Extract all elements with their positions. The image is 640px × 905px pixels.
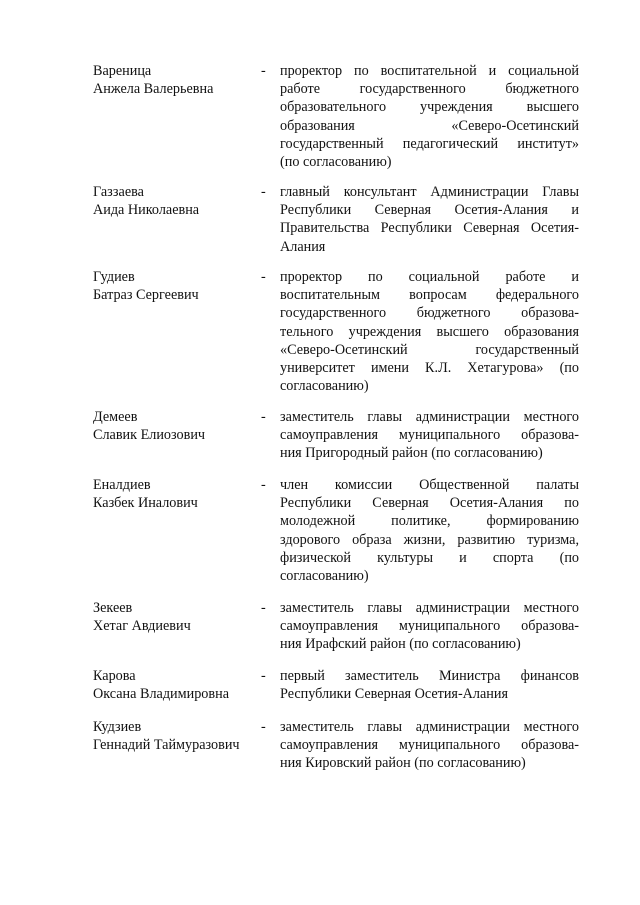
separator-dash: - [261, 477, 266, 493]
position-description [280, 268, 579, 395]
separator-dash: - [261, 409, 266, 425]
given-name: Казбек Иналович [93, 495, 198, 512]
position-description [280, 62, 579, 171]
position-description [280, 667, 579, 703]
position-description [280, 408, 579, 463]
person-name [93, 599, 258, 635]
surname: Еналдиев [93, 477, 151, 493]
description-line: самоуправления муниципального образова- [280, 427, 579, 444]
description-line: государственного бюджетного образова- [280, 305, 579, 322]
description-line: проректор по воспитательной и социальной [280, 63, 579, 79]
description-line: воспитательным вопросам федерального [280, 287, 579, 304]
surname: Вареница [93, 63, 152, 79]
description-line: Республики Северная Осетия-Алания [280, 686, 509, 703]
surname: Кудзиев [93, 719, 142, 735]
given-name: Анжела Валерьевна [93, 81, 214, 98]
description-line: физической культуры и спорта (по [280, 549, 579, 566]
description-line: ния Кировский район (по согласованию) [280, 755, 526, 772]
description-line: член комиссии Общественной палаты [280, 477, 579, 493]
description-line: здорового образа жизни, развитию туризма, [280, 531, 579, 548]
description-line: образования «Северо-Осетинский [280, 117, 579, 134]
description-line: согласованию) [280, 568, 369, 585]
separator-dash: - [261, 719, 266, 735]
person-name [93, 718, 258, 754]
person-name [93, 183, 258, 219]
description-line: заместитель главы администрации местного [280, 719, 579, 735]
given-name: Аида Николаевна [93, 202, 200, 219]
surname: Гудиев [93, 269, 135, 285]
description-line: молодежной политике, формированию [280, 513, 579, 530]
description-line: университет имени К.Л. Хетагурова» (по [280, 360, 579, 377]
separator-dash: - [261, 600, 266, 616]
surname: Демеев [93, 409, 138, 425]
position-description [280, 718, 579, 773]
description-line: заместитель главы администрации местного [280, 600, 579, 616]
person-name [93, 476, 258, 512]
person-name [93, 408, 258, 444]
description-line: Алания [280, 238, 326, 255]
position-description [280, 476, 579, 585]
given-name: Оксана Владимировна [93, 686, 229, 703]
separator-dash: - [261, 668, 266, 684]
description-line: Правительства Республики Северная Осетия- [280, 220, 579, 237]
description-line: (по согласованию) [280, 154, 392, 171]
given-name: Батраз Сергеевич [93, 287, 199, 304]
surname: Газзаева [93, 184, 144, 200]
description-line: первый заместитель Министра финансов [280, 668, 579, 684]
given-name: Хетаг Авдиевич [93, 618, 191, 635]
description-line: согласованию) [280, 378, 369, 395]
description-line: самоуправления муниципального образова- [280, 737, 579, 754]
surname: Карова [93, 668, 136, 684]
description-line: государственный педагогический институт» [280, 135, 579, 152]
separator-dash: - [261, 63, 266, 79]
separator-dash: - [261, 184, 266, 200]
description-line: главный консультант Администрации Главы [280, 184, 579, 200]
description-line: самоуправления муниципального образова- [280, 618, 579, 635]
description-line: образовательного учреждения высшего [280, 99, 579, 116]
surname: Зекеев [93, 600, 133, 616]
person-name [93, 268, 258, 304]
separator-dash: - [261, 269, 266, 285]
position-description [280, 599, 579, 654]
description-line: проректор по социальной работе и [280, 269, 579, 285]
description-line: Республики Северная Осетия-Алания по [280, 495, 579, 512]
description-line: Республики Северная Осетия-Алания и [280, 202, 579, 219]
description-line: тельного учреждения высшего образования [280, 323, 579, 340]
given-name: Геннадий Таймуразович [93, 737, 240, 754]
position-description [280, 183, 579, 256]
description-line: заместитель главы администрации местного [280, 409, 579, 425]
description-line: ния Пригородный район (по согласованию) [280, 445, 543, 462]
person-name [93, 62, 258, 98]
given-name: Славик Елиозович [93, 427, 206, 444]
description-line: ния Ирафский район (по согласованию) [280, 636, 521, 653]
person-name [93, 667, 258, 703]
description-line: работе государственного бюджетного [280, 81, 579, 98]
description-line: «Северо-Осетинский государственный [280, 341, 579, 358]
